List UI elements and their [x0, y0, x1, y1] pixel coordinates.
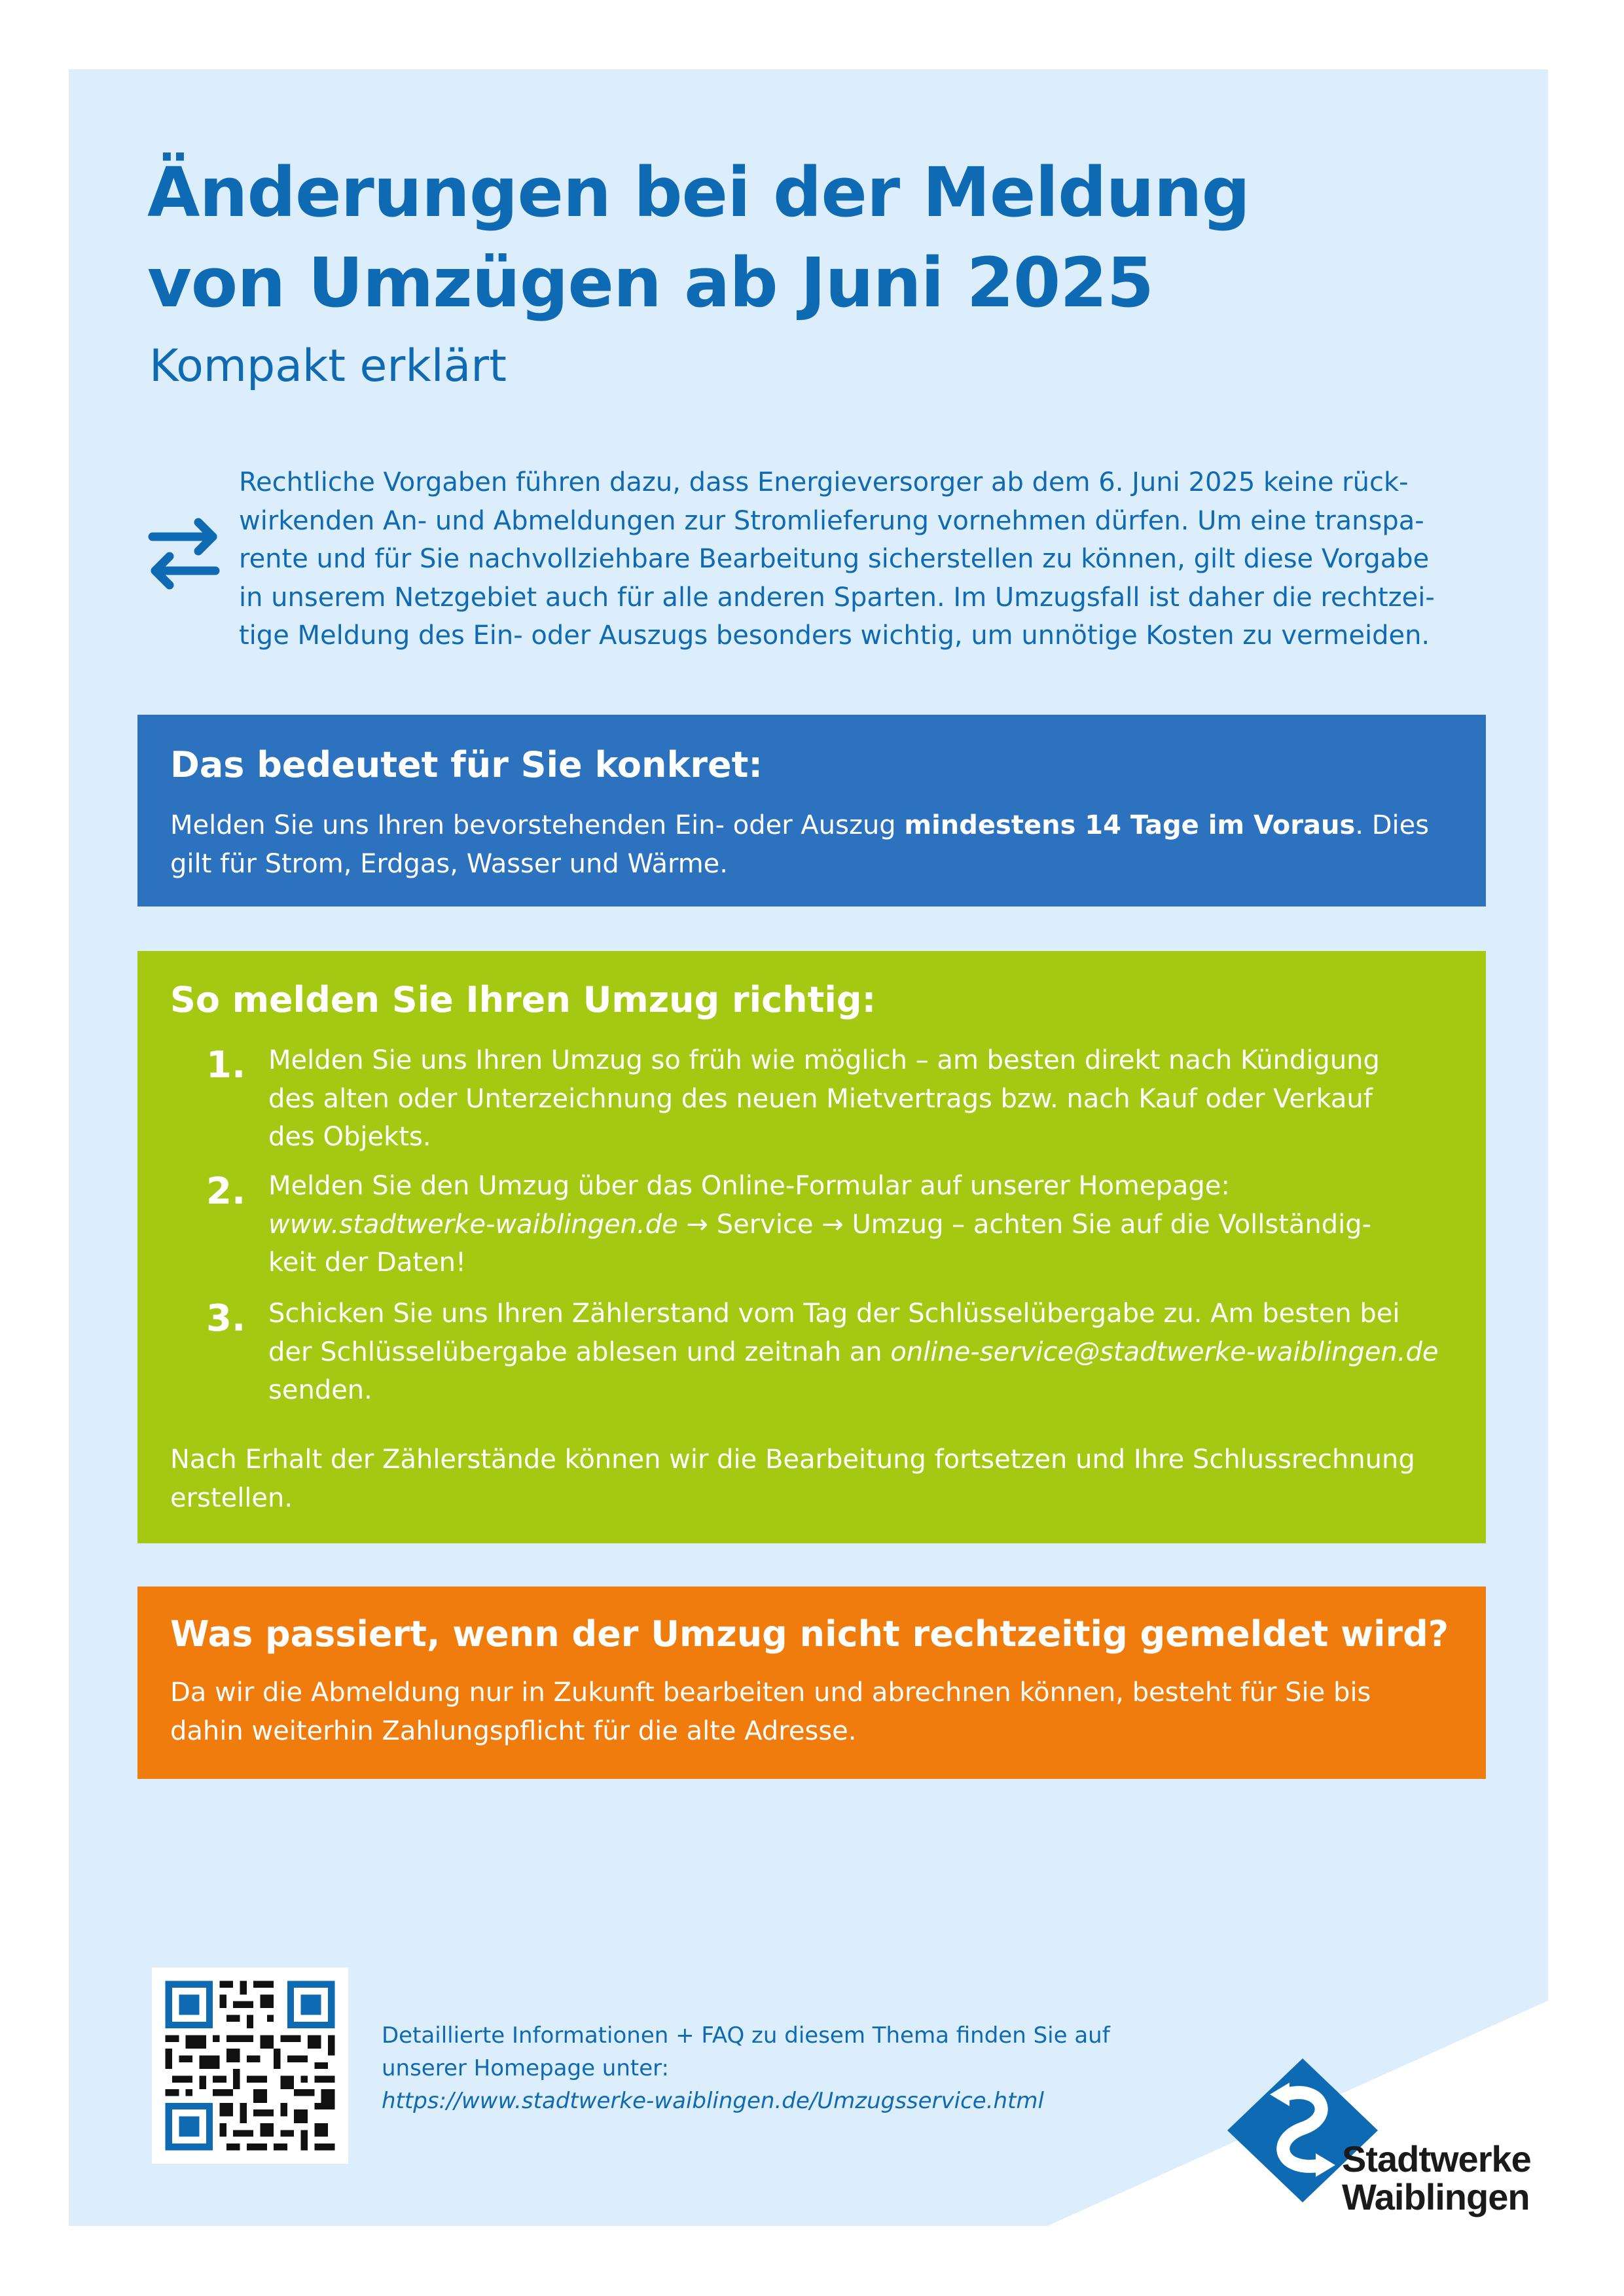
- text-span: → Service → Umzug – achten Sie auf die Vollständig-: [677, 1209, 1372, 1240]
- emphasis-text: mindestens 14 Tage im Voraus: [904, 810, 1356, 840]
- box-text: [170, 1674, 1453, 1750]
- step-line: keit der Daten!: [268, 1247, 467, 1278]
- box-line: Da wir die Abmeldung nur in Zukunft bearbeiten und abrechnen können, besteht für Sie bis: [170, 1677, 1371, 1708]
- swap-arrows-icon: [147, 517, 221, 590]
- intro-paragraph: [239, 463, 1476, 655]
- page-subtitle: Kompakt erklärt: [149, 340, 507, 392]
- box-heading: Das bedeutet für Sie konkret:: [170, 744, 763, 785]
- intro-line: Rechtliche Vorgaben führen dazu, dass Energieversorger ab dem 6. Juni 2025 keine rück-: [239, 467, 1409, 497]
- homepage-link[interactable]: www.stadtwerke-waiblingen.de: [268, 1209, 678, 1240]
- step-line: des Objekts.: [268, 1122, 431, 1152]
- intro-line: tige Meldung des Ein- oder Auszugs besonders wichtig, um unnötige Kosten zu vermeiden.: [239, 620, 1430, 651]
- footer-line: unserer Homepage unter:: [382, 2055, 669, 2081]
- step-line: Melden Sie den Umzug über das Online-Formular auf unserer Homepage:: [268, 1171, 1230, 1201]
- box-line: [170, 806, 1453, 845]
- box-line: erstellen.: [170, 1482, 293, 1513]
- step-number: 1.: [206, 1044, 246, 1086]
- box-heading: So melden Sie Ihren Umzug richtig:: [170, 979, 876, 1020]
- page-title: [147, 147, 1489, 328]
- step-number: 2.: [206, 1170, 246, 1213]
- text-span: der Schlüsselübergabe ablesen und zeitnah an: [268, 1336, 891, 1367]
- footer-url-link[interactable]: https://www.stadtwerke-waiblingen.de/Umzugsservice.html: [382, 2088, 1044, 2114]
- intro-line: rente und für Sie nachvollziehbare Bearbeitung sicherstellen zu können, gilt diese Vorgabe: [239, 544, 1430, 574]
- box-line: Nach Erhalt der Zählerstände können wir die Bearbeitung fortsetzen und Ihre Schlussrechnung: [170, 1444, 1415, 1475]
- box-text: [170, 806, 1453, 883]
- footer-info: [382, 2019, 1167, 2117]
- step-line: senden.: [268, 1375, 372, 1405]
- qr-code-icon[interactable]: [152, 1967, 348, 2164]
- step-line: des alten oder Unterzeichnung des neuen Mietvertrags bzw. nach Kauf oder Verkauf: [268, 1083, 1373, 1114]
- box-heading: Was passiert, wenn der Umzug nicht rechtzeitig gemeldet wird?: [170, 1613, 1449, 1655]
- logo-line: Waiblingen: [1342, 2176, 1530, 2217]
- box-closing-text: [170, 1441, 1453, 1517]
- text-span: Melden Sie uns Ihren bevorstehenden Ein- oder Auszug: [170, 810, 905, 840]
- text-span: . Dies: [1355, 810, 1430, 840]
- step-line: Melden Sie uns Ihren Umzug so früh wie möglich – am besten direkt nach Kündigung: [268, 1045, 1380, 1075]
- logo-line: Stadtwerke: [1342, 2138, 1531, 2179]
- info-box-steps: [137, 951, 1486, 1543]
- intro-line: wirkenden An- und Abmeldungen zur Stromlieferung vornehmen dürfen. Um eine transpa-: [239, 505, 1424, 536]
- footer-line: Detaillierte Informationen + FAQ zu diesem Thema finden Sie auf: [382, 2022, 1110, 2049]
- step-number: 3.: [206, 1297, 246, 1340]
- box-line: gilt für Strom, Erdgas, Wasser und Wärme.: [170, 848, 728, 879]
- title-line-1: Änderungen bei der Meldung: [147, 152, 1250, 232]
- step-line: [268, 1333, 1466, 1372]
- step-line: Schicken Sie uns Ihren Zählerstand vom Tag der Schlüsselübergabe zu. Am besten bei: [268, 1299, 1400, 1329]
- info-box-concrete: [137, 715, 1486, 906]
- step-text: [268, 1041, 1466, 1157]
- title-line-2: von Umzügen ab Juni 2025: [147, 243, 1154, 323]
- email-link[interactable]: online-service@stadtwerke-waiblingen.de: [890, 1336, 1439, 1367]
- logo-text: [1342, 2140, 1558, 2216]
- step-line: [268, 1206, 1466, 1244]
- info-box-warning: [137, 1587, 1486, 1779]
- step-text: [268, 1167, 1466, 1282]
- step-text: [268, 1295, 1466, 1410]
- box-line: dahin weiterhin Zahlungspflicht für die alte Adresse.: [170, 1715, 857, 1746]
- intro-line: in unserem Netzgebiet auch für alle anderen Sparten. Im Umzugsfall ist daher die rechtzei-: [239, 582, 1435, 613]
